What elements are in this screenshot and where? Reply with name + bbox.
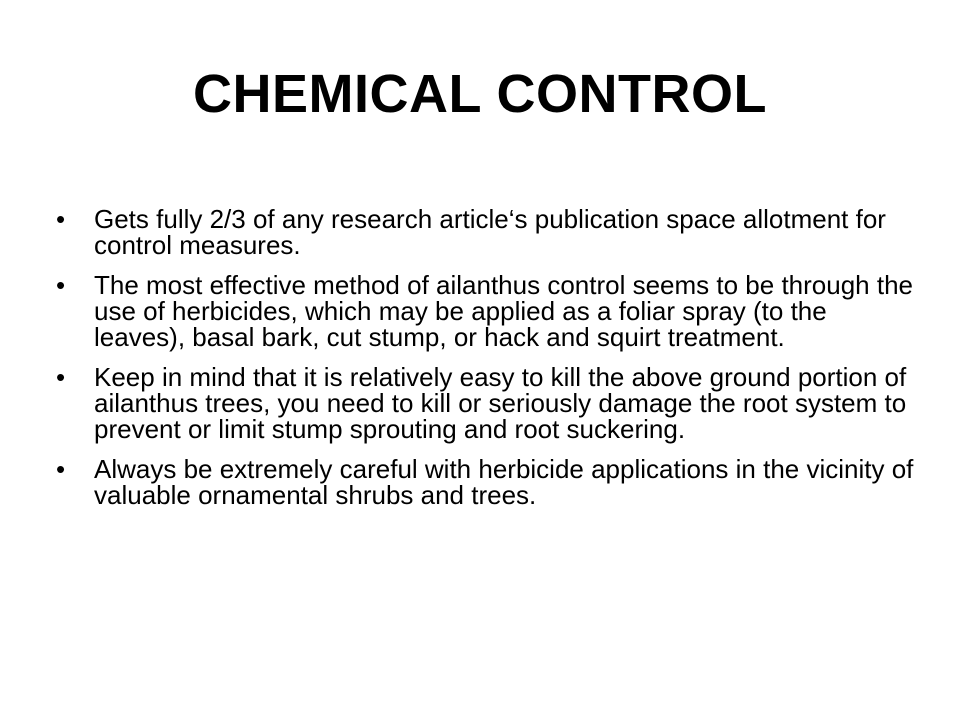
bullet-marker: • (56, 270, 66, 300)
bullet-text: The most effective method of ailanthus control seems to be through the use of herbicides, which may be applied as a foliar spray (to the leaves), basal bark, cut stump, or hack and squirt treatment. (94, 270, 913, 352)
bullet-text: Keep in mind that it is relatively easy to kill the above ground portion of ailanthus trees, you need to kill or seriously damage the root system to prevent or limit stump sprouting and root suckering. (94, 362, 907, 444)
bullet-list (56, 206, 916, 522)
bullet-item (56, 272, 916, 350)
slide-title: CHEMICAL CONTROL (193, 64, 767, 124)
bullet-item (56, 364, 916, 442)
bullet-marker: • (56, 362, 66, 392)
bullet-text: Gets fully 2/3 of any research article‘s publication space allotment for control measures. (94, 204, 886, 260)
bullet-item (56, 206, 916, 258)
bullet-marker: • (56, 204, 66, 234)
bullet-text: Always be extremely careful with herbicide applications in the vicinity of valuable ornamental shrubs and trees. (94, 454, 914, 510)
bullet-item (56, 456, 916, 508)
bullet-marker: • (56, 454, 66, 484)
